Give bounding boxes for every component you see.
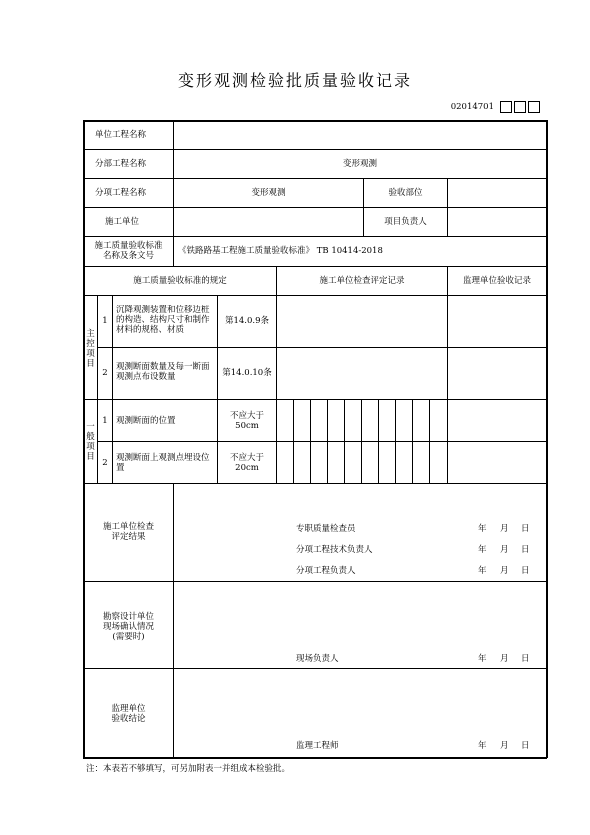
construction-record-header: 施工单位检查评定记录 [319, 276, 405, 286]
acceptance-part-label: 验收部位 [388, 188, 423, 198]
supervision-engineer-label: 监理工程师 [296, 741, 339, 751]
code-box-1[interactable] [500, 101, 512, 113]
unit-project-field[interactable] [178, 130, 543, 142]
form-code [451, 101, 540, 113]
general-item-1-limit: 不应大于 [229, 411, 264, 421]
supervision-label-2: 验收结论 [111, 714, 146, 724]
site-lead-label: 现场负责人 [296, 654, 339, 664]
supervision-label-1: 监理单位 [111, 704, 146, 714]
unit-project-label: 单位工程名称 [95, 130, 147, 140]
division-project-value[interactable]: 变形观测 [342, 159, 377, 169]
general-item-2-num: 2 [102, 458, 108, 468]
survey-design-label-2: 现场确认情况 [102, 622, 154, 632]
construction-unit-label: 施工单位 [105, 217, 140, 227]
page-title: 变形观测检验批质量验收记录 [177, 71, 412, 90]
general-item-2-text: 观测断面上观测点埋设位置 [116, 453, 210, 473]
quality-inspector-label: 专职质量检查员 [296, 524, 356, 534]
sub-project-lead-label: 分项工程负责人 [296, 566, 356, 576]
main-item-2-text: 观测断面数量及每一断面观测点布设数量 [116, 362, 210, 382]
sub-project-label: 分项工程名称 [95, 188, 147, 198]
standard-label-1: 施工质量验收标准 [94, 241, 163, 251]
sub-project-value[interactable]: 变形观测 [251, 188, 286, 198]
general-item-1-num: 1 [102, 416, 108, 426]
main-item-2-num: 2 [102, 368, 108, 378]
division-project-label: 分部工程名称 [95, 159, 147, 169]
general-item-1-text: 观测断面的位置 [116, 416, 176, 426]
main-item-1-text: 沉降观测装置和位移边桩的构造、结构尺寸和制作材料的规格、材质 [116, 305, 210, 335]
main-item-1-clause: 第14.0.9条 [224, 316, 270, 326]
technical-lead-label: 分项工程技术负责人 [296, 545, 373, 555]
code-box-2[interactable] [514, 101, 526, 113]
form-code-number: 02014701 [450, 102, 494, 112]
main-item-1-num: 1 [102, 316, 108, 326]
standard-value: 《铁路路基工程施工质量验收标准》 TB 10414-2018 [178, 246, 383, 256]
survey-design-label-1: 勘察设计单位 [102, 612, 154, 622]
main-item-2-clause: 第14.0.10条 [222, 368, 272, 378]
standard-label-2: 名称及条文号 [102, 251, 154, 261]
general-item-2-value: 20cm [235, 463, 259, 473]
construction-check-label-1: 施工单位检查 [102, 522, 154, 532]
supervision-record-header: 监理单位验收记录 [462, 276, 531, 286]
survey-design-label-3: (需要时) [112, 632, 145, 642]
general-item-2-limit: 不应大于 [229, 453, 264, 463]
project-manager-label: 项目负责人 [384, 217, 427, 227]
code-box-3[interactable] [528, 101, 540, 113]
construction-check-label-2: 评定结果 [111, 532, 146, 542]
spec-header: 施工质量验收标准的规定 [133, 276, 227, 286]
general-item-1-value: 50cm [235, 421, 259, 431]
footnote: 注：本表若不够填写，可另加附表一并组成本检验批。 [86, 764, 291, 774]
